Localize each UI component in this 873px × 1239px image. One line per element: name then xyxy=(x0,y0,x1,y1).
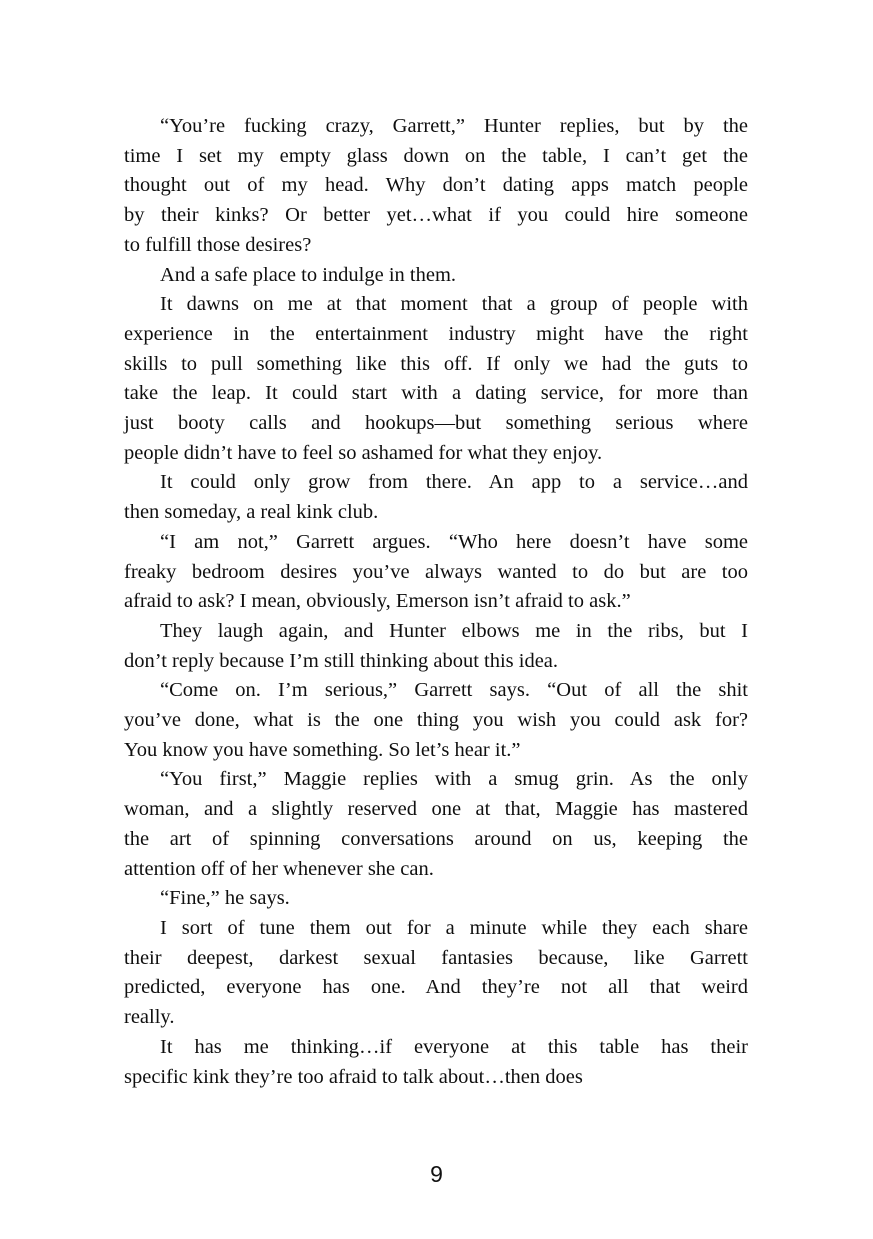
text-line: afraid to ask? I mean, obviously, Emerson isn’t afraid to ask.” xyxy=(124,590,631,613)
text-line: take the leap. It could start with a dating service, for more than xyxy=(124,382,748,405)
text-line: “You first,” Maggie replies with a smug grin. As the only xyxy=(160,768,748,791)
text-line: people didn’t have to feel so ashamed for what they enjoy. xyxy=(124,441,603,464)
text-line: “You’re fucking crazy, Garrett,” Hunter replies, but by the xyxy=(160,115,748,137)
text-line: It dawns on me at that moment that a group of people with xyxy=(160,293,748,316)
paragraph xyxy=(124,617,748,676)
paragraph xyxy=(124,765,748,884)
paragraph xyxy=(124,528,748,617)
page-number: 9 xyxy=(430,1161,443,1187)
paragraph xyxy=(124,261,748,291)
text-line: It has me thinking…if everyone at this table has their xyxy=(160,1035,748,1058)
text-line: don’t reply because I’m still thinking about this idea. xyxy=(124,649,559,672)
text-line: experience in the entertainment industry might have the right xyxy=(124,322,748,345)
paragraph xyxy=(124,112,748,261)
text-line: “Come on. I’m serious,” Garrett says. “Out of all the shit xyxy=(160,679,748,702)
text-line: to fulfill those desires? xyxy=(124,233,312,256)
text-line: really. xyxy=(124,1006,175,1029)
paragraph xyxy=(124,468,748,527)
text-line: It could only grow from there. An app to a service…and xyxy=(160,471,748,494)
text-line: skills to pull something like this off. If only we had the guts to xyxy=(124,352,748,375)
paragraph xyxy=(124,290,748,468)
text-line: by their kinks? Or better yet…what if you could hire someone xyxy=(124,204,748,227)
text-line: “Fine,” he says. xyxy=(160,887,290,910)
text-line: predicted, everyone has one. And they’re not all that weird xyxy=(124,976,748,999)
text-line: freaky bedroom desires you’ve always wanted to do but are too xyxy=(124,560,748,583)
text-line: I sort of tune them out for a minute while they each share xyxy=(160,916,748,939)
text-line: you’ve done, what is the one thing you wish you could ask for? xyxy=(124,709,748,732)
text-line: just booty calls and hookups—but something serious where xyxy=(124,412,748,435)
text-line: time I set my empty glass down on the table, I can’t get the xyxy=(124,144,748,167)
paragraph xyxy=(124,884,748,914)
paragraph xyxy=(124,676,748,765)
text-line: their deepest, darkest sexual fantasies because, like Garrett xyxy=(124,946,748,969)
text-line: You know you have something. So let’s hear it.” xyxy=(124,738,521,761)
text-line: They laugh again, and Hunter elbows me in the ribs, but I xyxy=(160,619,748,642)
paragraph xyxy=(124,914,748,1033)
text-line: then someday, a real kink club. xyxy=(124,501,379,524)
text-line: specific kink they’re too afraid to talk about…then does xyxy=(124,1065,583,1088)
text-line: attention off of her whenever she can. xyxy=(124,857,434,880)
text-line: And a safe place to indulge in them. xyxy=(160,263,457,286)
page-text xyxy=(124,112,748,1092)
text-line: the art of spinning conversations around on us, keeping the xyxy=(124,827,748,850)
text-line: “I am not,” Garrett argues. “Who here doesn’t have some xyxy=(160,530,748,553)
text-line: woman, and a slightly reserved one at that, Maggie has mastered xyxy=(124,798,748,821)
paragraph xyxy=(124,1033,748,1092)
text-line: thought out of my head. Why don’t dating apps match people xyxy=(124,174,748,197)
